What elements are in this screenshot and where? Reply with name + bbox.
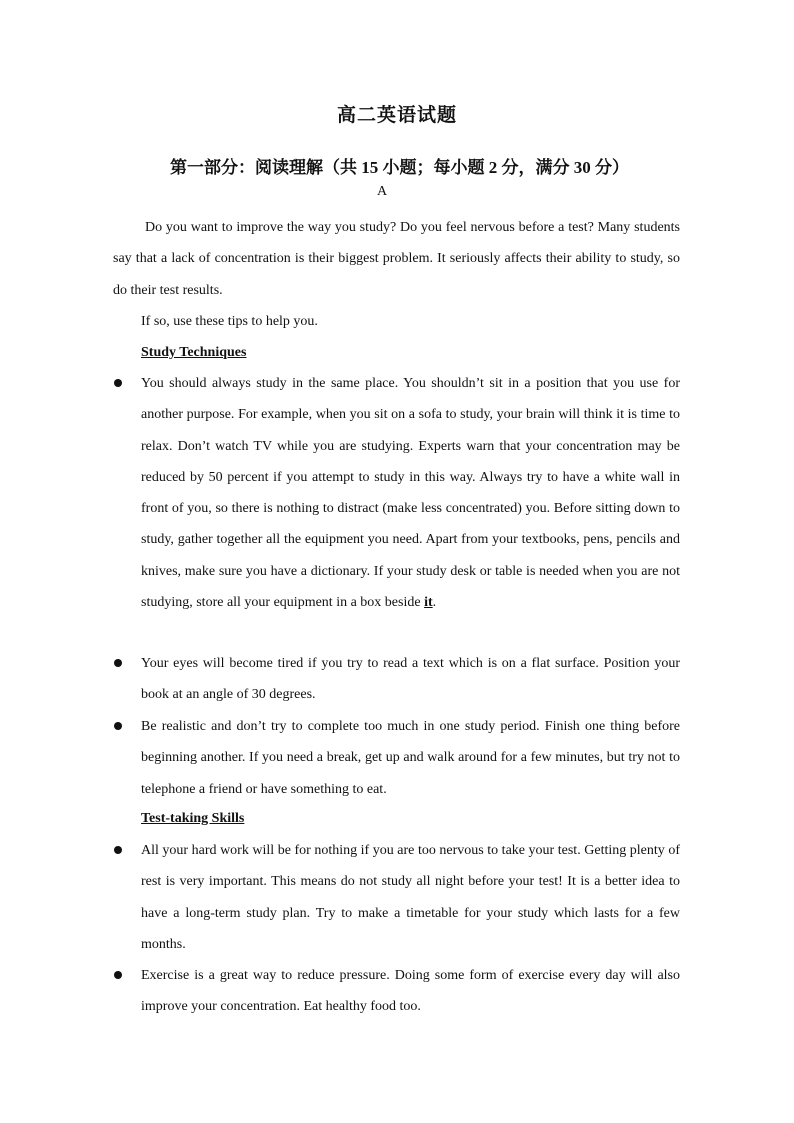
bullet-icon [114,659,122,667]
test-tip-1-text: All your hard work will be for nothing if you are too nervous to take your test. Getting plenty of rest is very important. This means do not study all night before your test! It is a better idea to have a long-term study plan. Try to make a timetable for your study which lasts for a few months. [141,843,680,952]
study-tip-1-end: . [432,595,437,611]
study-tip-1-text: You should always study in the same place. You shouldn’t sit in a position that you use for another purpose. For example, when you sit on a sofa to study, your brain will think it is time to relax. Don’t watch TV while you are studying. Experts warn that your concentration may be reduced by 50 percent if you attempt to study in this way. Always try to have a white wall in front of you, so there is nothing to distract (make less concentrated) you. Before sitting down to study, gather together all the equipment you need. Apart from your textbooks, pens, pencils and knives, make sure you have a dictionary. If your study desk or table is needed when you are not studying, store all your equipment in a box beside [141,376,680,611]
test-tip-1 [141,835,680,960]
passage-label: A [376,184,388,199]
page-title: 高二英语试题 [336,105,457,126]
heading-study-techniques: Study Techniques [141,345,247,360]
study-tip-2 [141,648,680,711]
study-tip-3-text: Be realistic and don’t try to complete too much in one study period. Finish one thing before beginning another. If you need a break, get up and walk around for a few minutes, but try not to telephone a friend or have something to eat. [141,719,680,797]
bullet-icon [114,971,122,979]
test-tip-2 [141,960,680,1023]
study-tip-2-text: Your eyes will become tired if you try to read a text which is on a flat surface. Position your book at an angle of 30 degrees. [141,656,680,703]
study-tip-1 [141,368,680,618]
underlined-word-it: it [424,595,433,611]
study-tip-3 [141,711,680,805]
test-tip-2-text: Exercise is a great way to reduce pressure. Doing some form of exercise every day will also improve your concentration. Eat healthy food too. [141,968,680,1015]
bullet-icon [114,379,122,387]
heading-test-taking-skills: Test-taking Skills [141,811,245,826]
intro-paragraph: Do you want to improve the way you study? Do you feel nervous before a test? Many students say that a lack of concentration is their biggest problem. It seriously affects their ability to study, so do their test results. [113,220,680,298]
bullet-icon [114,722,122,730]
section-title: 第一部分：阅读理解（共 15 小题；每小题 2 分，满分 30 分） [170,158,629,177]
bullet-icon [114,846,122,854]
tips-line: If so, use these tips to help you. [141,314,318,329]
